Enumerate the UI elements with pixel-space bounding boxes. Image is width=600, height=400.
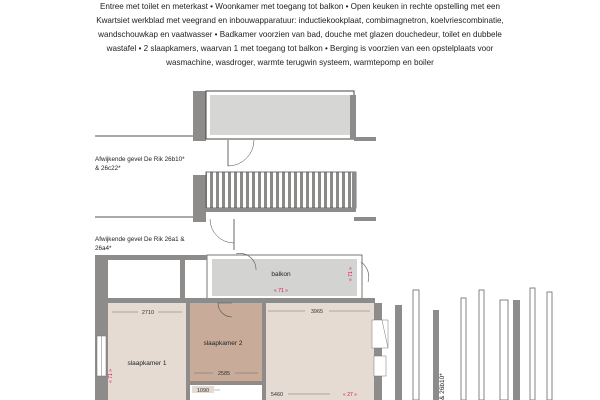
- dimension-label: 3965: [310, 309, 324, 315]
- caption-line: Afwijkende gevel De Rik 26b10*: [95, 156, 185, 163]
- caption-line: & 26c22*: [95, 165, 121, 172]
- marker-71: « 71 »: [274, 288, 288, 294]
- dimension-label: 5460: [270, 392, 284, 398]
- marker-27: « 27 »: [343, 392, 357, 398]
- description-line: wasmachine, wasdroger, warmte terugwin systeem, warmtepomp en boiler: [166, 58, 434, 67]
- door-swing: [228, 140, 254, 166]
- facade-caption-2: [95, 235, 185, 253]
- wall: [95, 255, 207, 260]
- wall: [180, 260, 185, 298]
- description-line: wandschouwkap en vaatwasser • Badkamer voorzien van bad, douche met glazen douchedeur, toilet en dubbele: [98, 30, 502, 39]
- wall: [95, 298, 375, 303]
- description-line: wastafel • 2 slaapkamers, waarvan 1 met toegang tot balkon • Berging is voorzien van een opstelplaats voor: [106, 44, 494, 53]
- wall: [95, 255, 108, 400]
- balcony-label: balkon: [271, 271, 291, 278]
- wall: [190, 381, 262, 385]
- main-floor-plan: [95, 253, 388, 400]
- side-elevations: [395, 288, 552, 400]
- description-line: Entree met toilet en meterkast • Woonkamer met toegang tot balkon • Open keuken in rechte opstelling met een: [99, 2, 501, 11]
- wall: [374, 303, 382, 400]
- bedroom-1-label: slaapkamer 1: [127, 360, 167, 367]
- marker-71: « 71 »: [348, 267, 354, 281]
- side-label: & 26b10*: [439, 373, 446, 400]
- dimension-label: 2585: [217, 371, 231, 377]
- description-line: Kwartsiet werkblad met veegrand en inbouwapparatuur: inductiekookplaat, combimagnetron, koelvriescombinatie,: [96, 16, 504, 25]
- dimension-label: 2710: [141, 310, 155, 316]
- bedroom-1: [108, 303, 188, 400]
- bedroom-2-label: slaapkamer 2: [203, 340, 243, 347]
- caption-line: 26a4*: [95, 245, 112, 252]
- caption-line: Afwijkende gevel De Rik 26a1 &: [95, 236, 185, 243]
- wall: [262, 303, 266, 400]
- dimension-label: 1090: [196, 388, 210, 394]
- facade-caption-1: [95, 155, 185, 173]
- wall: [186, 303, 190, 400]
- living-area: [266, 303, 374, 400]
- door-swing: [210, 219, 234, 243]
- marker-71: « 71 »: [108, 369, 114, 383]
